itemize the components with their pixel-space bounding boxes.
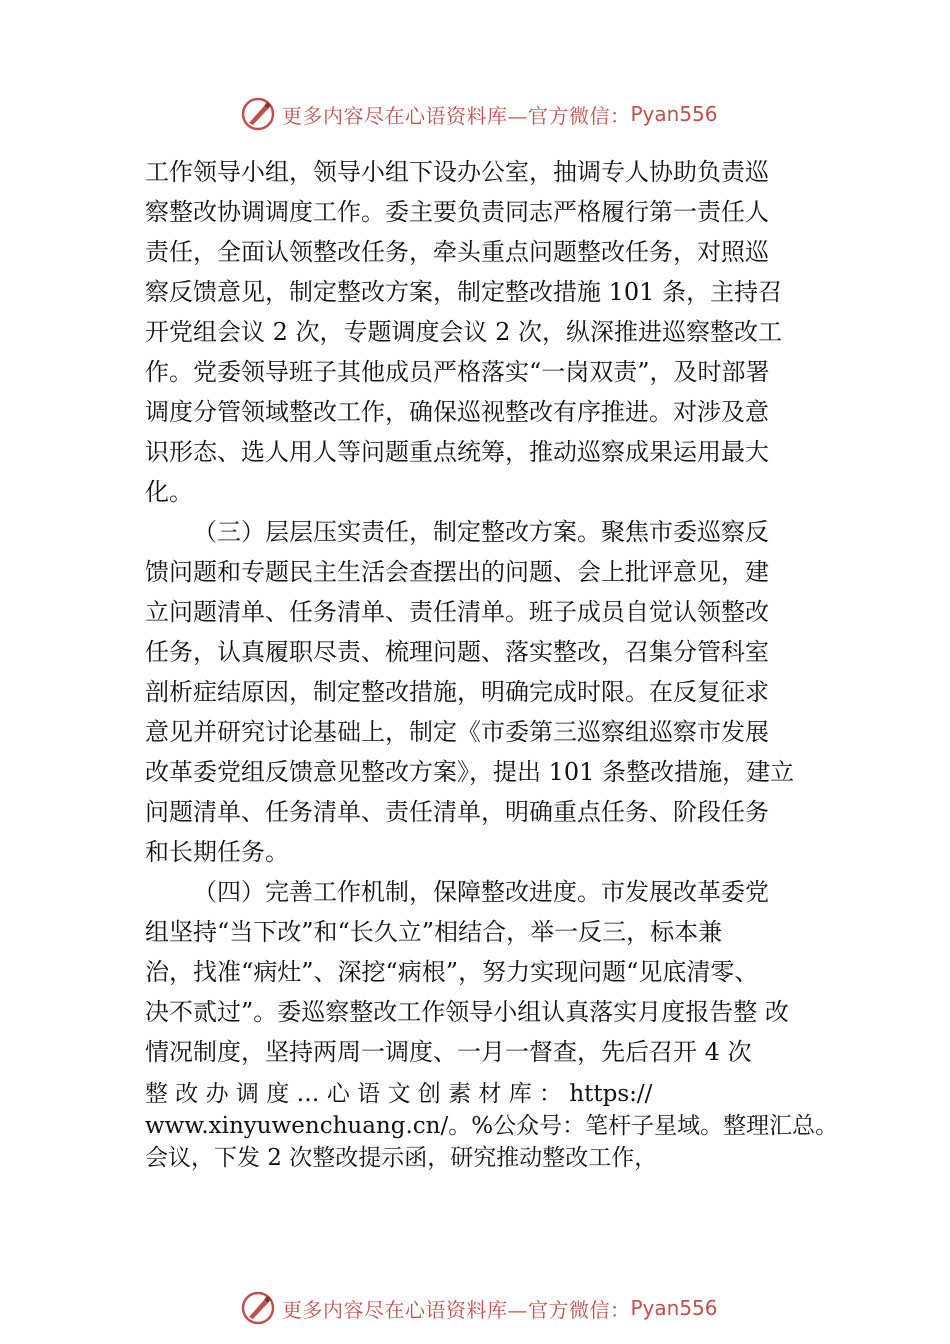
banner-wechat-id: Pyan556: [630, 1296, 718, 1320]
text-line: 开党组会议 2 次，专题调度会议 2 次，纵深推进巡察整改工: [145, 318, 783, 346]
text-line: 问题清单、任务清单、责任清单，明确重点任务、阶段任务: [145, 798, 769, 826]
text-line: www.xinyuwenchuang.cn/。%公众号：笔杆子星域。整理汇总。: [145, 1113, 839, 1139]
document-body: [145, 152, 839, 1174]
banner-wechat-id: Pyan556: [630, 102, 718, 126]
text-line: 责任，全面认领整改任务，牵头重点问题整改任务，对照巡: [145, 238, 769, 266]
header-watermark-banner: [240, 94, 760, 134]
text-line: 工作领导小组，领导小组下设办公室，抽调专人协助负责巡: [145, 158, 769, 186]
section-heading-line: （三）层层压实责任，制定整改方案。聚焦市委巡察反: [193, 518, 769, 546]
footer-watermark-banner: [240, 1288, 760, 1328]
text-line: 察整改协调调度工作。委主要负责同志严格履行第一责任人: [145, 198, 769, 226]
text-line: 组坚持“当下改”和“长久立”相结合，举一反三，标本兼: [145, 918, 723, 946]
banner-text: 更多内容尽在心语资料库—官方微信：: [282, 103, 631, 128]
text-line: 治，找准“病灶”、深挖“病根”，努力实现问题“见底清零、: [145, 958, 759, 986]
pen-circle-icon: [240, 96, 276, 132]
section-heading-line: （四）完善工作机制，保障整改进度。市发展改革委党: [193, 878, 769, 906]
text-line: 立问题清单、任务清单、责任清单。班子成员自觉认领整改: [145, 598, 769, 626]
text-line: 整 改 办 调 度 … 心 语 文 创 素 材 库 ： https://: [145, 1081, 653, 1107]
text-line: 调度分管领域整改工作，确保巡视整改有序推进。对涉及意: [145, 398, 769, 426]
text-line: 决不贰过”。委巡察整改工作领导小组认真落实月度报告整 改: [145, 998, 789, 1026]
text-line: 会议，下发 2 次整改提示函，研究推动整改工作，: [145, 1145, 658, 1171]
text-line: 改革委党组反馈意见整改方案》，提出 101 条整改措施，建立: [145, 758, 795, 786]
text-line: 任务，认真履职尽责、梳理问题、落实整改，召集分管科室: [145, 638, 769, 666]
text-line: 情况制度，坚持两周一调度、一月一督查，先后召开 4 次: [145, 1038, 752, 1066]
text-line: 察反馈意见，制定整改方案，制定整改措施 101 条，主持召: [145, 278, 783, 306]
banner-text: 更多内容尽在心语资料库—官方微信：: [282, 1297, 631, 1322]
text-line: 意见并研究讨论基础上，制定《市委第三巡察组巡察市发展: [145, 718, 769, 746]
text-line: 和长期任务。: [145, 838, 289, 866]
text-line: 剖析症结原因，制定整改措施，明确完成时限。在反复征求: [145, 678, 769, 706]
text-line: 作。党委领导班子其他成员严格落实“一岗双责”，及时部署: [145, 358, 770, 386]
text-line: 化。: [145, 478, 193, 506]
text-line: 馈问题和专题民主生活会查摆出的问题、会上批评意见，建: [145, 558, 769, 586]
text-line: 识形态、选人用人等问题重点统筹，推动巡察成果运用最大: [145, 438, 769, 466]
pen-circle-icon: [240, 1290, 276, 1326]
